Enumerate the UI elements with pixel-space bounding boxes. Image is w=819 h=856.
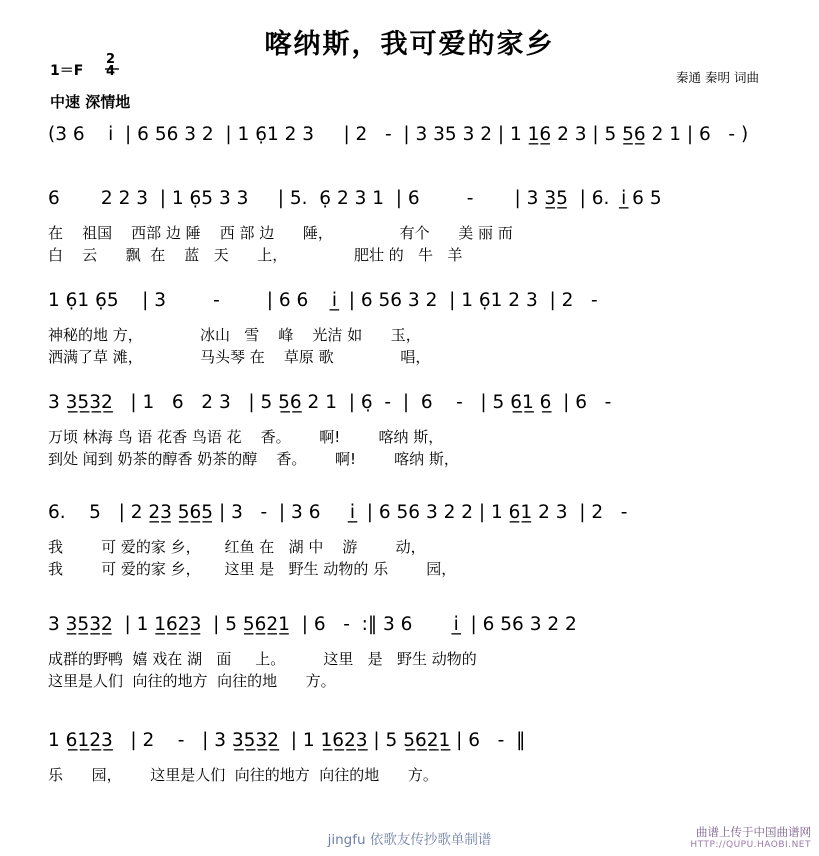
notation-line: (3 6 i | 6 56 3 2 | 1 6̣1 2 3 | 2 - | 3 35 3 2 | 1 1̲6̲ 2 3 | 5 5̲6̲ 2 1 | 6 - ) — [48, 124, 749, 145]
lyric-line-verse-1: 万顷 林海 鸟 语 花香 鸟语 花 香。 啊! 喀纳 斯， — [48, 428, 444, 446]
music-system-4 — [48, 390, 773, 470]
time-signature-divider — [104, 68, 126, 70]
music-system-5 — [48, 500, 773, 580]
music-system-1 — [48, 122, 773, 148]
lyric-line-verse-1: 在 祖国 西部 边 陲 西 部 边 陲， 有个 美 丽 而 — [48, 224, 513, 242]
music-system-6 — [48, 612, 773, 692]
lyric-line-verse-1: 我 可 爱的家 乡， 红鱼 在 湖 中 游 动， — [48, 538, 426, 556]
key-signature: 1＝F — [50, 63, 84, 79]
lyric-line-verse-2: 白 云 飘 在 蓝 天 上， 肥壮 的 牛 羊 — [48, 246, 463, 264]
lyric-line-verse-1: 神秘的地 方， 冰山 雪 峰 光洁 如 玉， — [48, 326, 421, 344]
notation-line: 3 3̲5̲3̲2̲ | 1 1̲6̲2̲3̲ | 5 5̲6̲2̲1̲ | 6 - :‖ 3 6 i̲ | 6 56 3 2 2 — [48, 614, 577, 635]
lyric-line-verse-1: 成群的野鸭 嬉 戏在 湖 面 上。 这里 是 野生 动物的 — [48, 650, 477, 668]
source-watermark — [690, 826, 811, 852]
lyric-line-verse-1: 乐 园， 这里是人们 向往的地方 向往的地 方。 — [48, 766, 438, 784]
tempo-marking: 中速 深情地 — [50, 93, 131, 111]
notation-line: 6. 5 | 2 2̲3̲ 5̲6̲5̲ | 3 - | 3 6 i̲ | 6 56 3 2 2 | 1 6̲1̲ 2 3 | 2 - — [48, 502, 628, 523]
notation-line: 1 6̲1̲2̲3̲ | 2 - | 3 3̲5̲3̲2̲ | 1 1̲6̲2̲3̲ | 5 5̲6̲2̲1̲ | 6 - ‖ — [48, 730, 526, 751]
lyric-line-verse-2: 洒满了草 滩， 马头琴 在 草原 歌 唱， — [48, 348, 431, 366]
page-title: 喀纳斯，我可爱的家乡 — [264, 29, 555, 60]
music-system-2 — [48, 186, 773, 266]
lyric-line-verse-2: 我 可 爱的家 乡， 这里 是 野生 动物的 乐 园， — [48, 560, 457, 578]
time-signature-numerator: 2 — [106, 52, 116, 67]
transcriber-credit: jingfu 依歌友传抄歌单制谱 — [327, 832, 492, 848]
lyric-line-verse-2: 到处 闻到 奶茶的醇香 奶茶的醇 香。 啊! 喀纳 斯， — [48, 450, 459, 468]
music-system-3 — [48, 288, 773, 368]
notation-line: 1 6̣1 6̣5 | 3 - | 6 6 i̲ | 6 56 3 2 | 1 6̣1 2 3 | 2 - — [48, 290, 598, 311]
notation-line: 3 3̲5̲3̲2̲ | 1 6 2 3 | 5 5̲6̲ 2 1 | 6̣ - | 6 - | 5 6̲1̲ 6̲ | 6 - — [48, 392, 612, 413]
time-signature — [106, 54, 115, 77]
lyric-line-verse-2: 这里是人们 向往的地方 向往的地 方。 — [48, 672, 336, 690]
source-watermark-url: HTTP://QUPU.HAOBI.NET — [690, 840, 811, 850]
music-system-7 — [48, 728, 773, 786]
notation-line: 6 2 2 3 | 1 6̣5 3 3 | 5. 6̣ 2 3 1 | 6 - | 3 3̲5̲ | 6. i̲ 6 5 — [48, 188, 662, 209]
source-watermark-text: 曲谱上传于中国曲谱网 — [696, 825, 811, 839]
time-signature-denominator: 4 — [106, 64, 116, 79]
composer-credits: 秦通 秦明 词曲 — [676, 70, 759, 85]
